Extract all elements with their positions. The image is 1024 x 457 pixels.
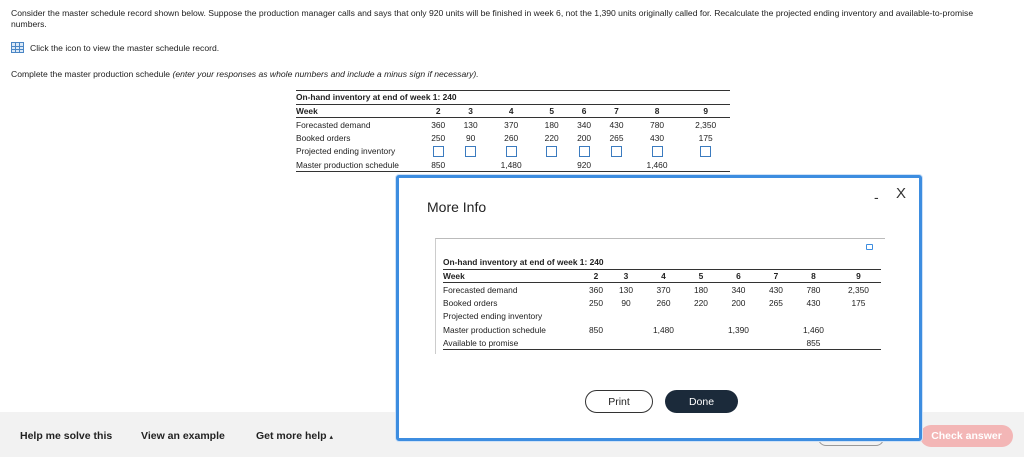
- info-schedule-table: [443, 256, 881, 350]
- mps-cell: [600, 158, 632, 172]
- projected-inventory-label: Projected ending inventory: [296, 146, 396, 157]
- close-icon[interactable]: X: [896, 185, 907, 202]
- week-cell: 7: [600, 104, 632, 118]
- mps-cell: 920: [568, 158, 600, 172]
- mps-cell: 1,480: [487, 158, 536, 172]
- print-button[interactable]: Print: [585, 390, 653, 413]
- week-cell: 5: [535, 104, 567, 118]
- info-booked-cell: 430: [806, 297, 821, 308]
- info-forecast-cell: 130: [619, 284, 633, 295]
- info-booked-cell: 90: [621, 297, 631, 308]
- week-cell: 2: [422, 104, 454, 118]
- info-forecast-cell: 2,350: [847, 284, 869, 295]
- forecast-row: [296, 118, 730, 132]
- question-text: Consider the master schedule record shown below. Suppose the production manager calls and says that only 920 units will be finished in week 6, not the 1,390 units originally called for. Recalculate the projected ending inventory and available-to-promise numbers.: [11, 8, 974, 29]
- info-mps-label: Master production schedule: [443, 324, 546, 335]
- info-forecast-cell: 340: [731, 284, 746, 295]
- info-mps-cell: [761, 323, 791, 336]
- info-booked-cell: 250: [589, 297, 603, 308]
- projected-inventory-input-week-6[interactable]: [579, 146, 590, 157]
- info-mps-cell: [686, 323, 716, 336]
- info-atp-cell: [611, 336, 641, 349]
- info-mps-cell: [836, 323, 881, 336]
- projected-inventory-input-week-5[interactable]: [546, 146, 557, 157]
- master-schedule-link-text[interactable]: Click the icon to view the master schedule record.: [30, 42, 220, 53]
- mps-row: [296, 158, 730, 172]
- info-projected-inventory-label: Projected ending inventory: [443, 311, 543, 322]
- week-label: Week: [296, 104, 422, 118]
- projected-inventory-input-week-3[interactable]: [465, 146, 476, 157]
- get-more-help-button[interactable]: [256, 430, 333, 442]
- info-atp-label: Available to promise: [443, 336, 581, 349]
- done-button[interactable]: Done: [665, 390, 738, 413]
- info-mps-cell: 1,480: [653, 324, 674, 335]
- info-week-cell: 5: [686, 269, 716, 282]
- forecast-label: Forecasted demand: [296, 119, 371, 130]
- info-forecast-row: [443, 283, 881, 296]
- forecast-cell: 180: [544, 119, 559, 130]
- booked-cell: 265: [609, 132, 624, 143]
- view-example-button[interactable]: View an example: [141, 430, 225, 442]
- mps-cell: 1,460: [633, 158, 682, 172]
- info-forecast-cell: 430: [768, 284, 783, 295]
- info-week-cell: 6: [716, 269, 761, 282]
- booked-cell: 175: [698, 132, 713, 143]
- forecast-cell: 430: [609, 119, 624, 130]
- projected-inventory-input-week-8[interactable]: [652, 146, 663, 157]
- info-atp-cell: [686, 336, 716, 349]
- info-atp-cell: [761, 336, 791, 349]
- info-table-title: On-hand inventory at end of week 1: 240: [443, 256, 881, 269]
- instruction: [11, 69, 479, 79]
- minimize-icon[interactable]: -: [874, 189, 879, 205]
- info-week-cell: 8: [791, 269, 836, 282]
- info-mps-cell: [611, 323, 641, 336]
- week-row: [296, 104, 730, 118]
- info-booked-cell: 200: [731, 297, 746, 308]
- mps-cell: [681, 158, 730, 172]
- booked-row: [296, 131, 730, 145]
- table-grid-icon[interactable]: [11, 42, 24, 53]
- mps-cell: [535, 158, 567, 172]
- master-schedule-link[interactable]: [11, 42, 219, 53]
- caret-up-icon: ▴: [329, 434, 334, 441]
- info-forecast-label: Forecasted demand: [443, 284, 518, 295]
- booked-cell: 200: [577, 132, 592, 143]
- info-week-cell: 4: [641, 269, 686, 282]
- instruction-prefix: Complete the master production schedule: [11, 69, 173, 79]
- info-booked-cell: 220: [693, 297, 708, 308]
- week-cell: 8: [633, 104, 682, 118]
- info-atp-cell: 855: [791, 336, 836, 349]
- forecast-cell: 360: [431, 119, 446, 130]
- info-atp-cell: [581, 336, 611, 349]
- info-week-label: Week: [443, 269, 581, 282]
- booked-label: Booked orders: [296, 132, 351, 143]
- copy-icon[interactable]: [866, 244, 873, 250]
- week-cell: 4: [487, 104, 536, 118]
- projected-inventory-input-week-4[interactable]: [506, 146, 517, 157]
- info-mps-cell: 1,390: [727, 324, 749, 335]
- info-mps-cell: 1,460: [802, 324, 824, 335]
- booked-cell: 430: [650, 132, 665, 143]
- info-atp-cell: [836, 336, 881, 349]
- info-forecast-cell: 360: [589, 284, 603, 295]
- info-week-cell: 2: [581, 269, 611, 282]
- projected-inventory-input-week-9[interactable]: [700, 146, 711, 157]
- info-forecast-cell: 780: [806, 284, 821, 295]
- info-forecast-cell: 370: [656, 284, 671, 295]
- forecast-cell: 2,350: [695, 119, 717, 130]
- more-info-dialog: [396, 175, 922, 441]
- forecast-cell: 780: [650, 119, 665, 130]
- booked-cell: 90: [465, 132, 476, 143]
- get-more-help-label: Get more help: [256, 430, 327, 442]
- dialog-title: More Info: [427, 199, 487, 215]
- check-answer-button[interactable]: Check answer: [920, 425, 1013, 447]
- instruction-note: (enter your responses as whole numbers and include a minus sign if necessary).: [172, 69, 479, 79]
- info-mps-row: [443, 323, 881, 336]
- forecast-cell: 370: [504, 119, 519, 130]
- info-week-cell: 3: [611, 269, 641, 282]
- help-me-solve-button[interactable]: Help me solve this: [20, 430, 113, 442]
- info-booked-cell: 175: [851, 297, 866, 308]
- week-cell: 3: [454, 104, 486, 118]
- info-projected-inventory-row: [443, 310, 881, 323]
- info-week-cell: 7: [761, 269, 791, 282]
- master-schedule-table: [296, 90, 730, 172]
- forecast-cell: 340: [577, 119, 592, 130]
- info-atp-row: [443, 336, 881, 349]
- mps-cell: [454, 158, 486, 172]
- info-booked-cell: 260: [656, 297, 671, 308]
- info-mps-cell: 850: [589, 324, 603, 335]
- mps-label: Master production schedule: [296, 158, 422, 172]
- info-booked-label: Booked orders: [443, 297, 498, 308]
- booked-cell: 250: [431, 132, 446, 143]
- booked-cell: 220: [544, 132, 559, 143]
- info-atp-cell: [716, 336, 761, 349]
- projected-inventory-input-week-2[interactable]: [433, 146, 444, 157]
- info-week-cell: 9: [836, 269, 881, 282]
- booked-cell: 260: [504, 132, 519, 143]
- info-week-row: [443, 269, 881, 282]
- info-atp-cell: [641, 336, 686, 349]
- forecast-cell: 130: [463, 119, 478, 130]
- info-booked-row: [443, 296, 881, 309]
- week-cell: 6: [568, 104, 600, 118]
- week-cell: 9: [681, 104, 730, 118]
- mps-cell: 850: [422, 158, 454, 172]
- table-title: On-hand inventory at end of week 1: 240: [296, 91, 730, 105]
- info-booked-cell: 265: [768, 297, 783, 308]
- projected-inventory-input-week-7[interactable]: [611, 146, 622, 157]
- projected-inventory-row: [296, 145, 730, 159]
- info-forecast-cell: 180: [693, 284, 708, 295]
